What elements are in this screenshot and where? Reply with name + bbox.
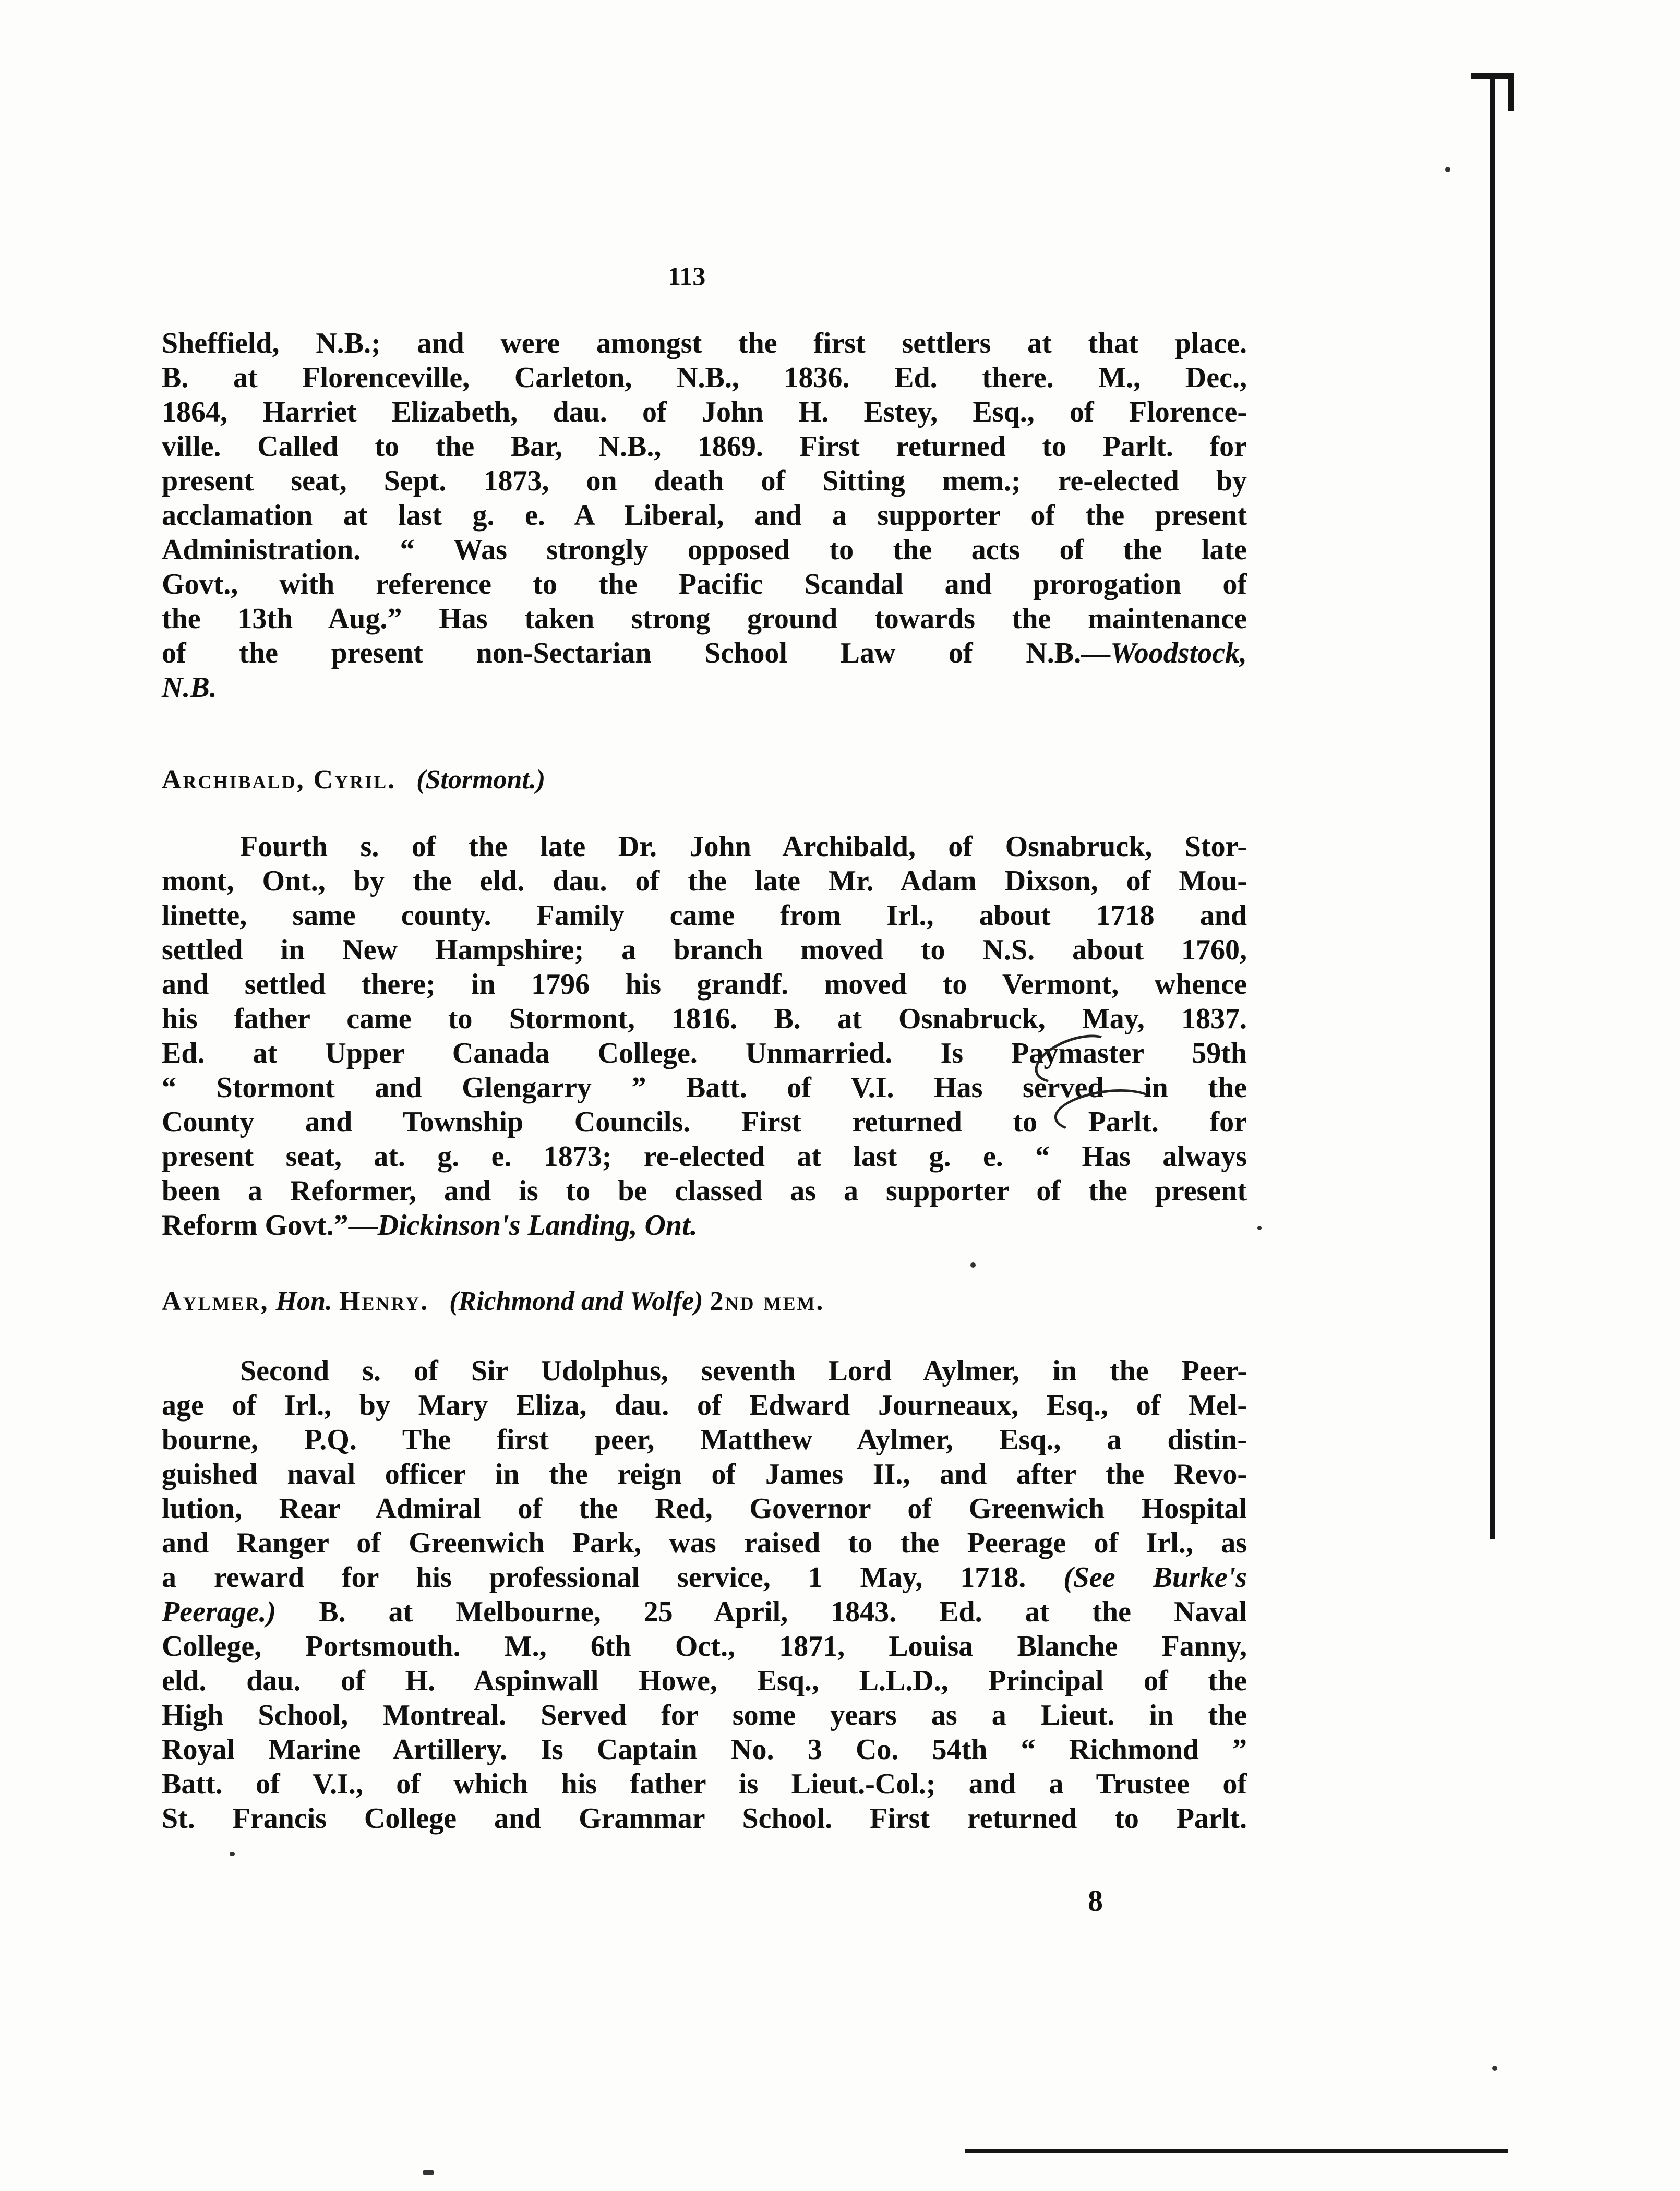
scan-speck (230, 1852, 235, 1856)
text-line: the 13th Aug.” Has taken strong ground towards the maintenance (162, 603, 1247, 635)
text-segment: Reform Govt.”— (162, 1209, 378, 1242)
text-line: Ed. at Upper Canada College. Unmarried. Is Paymaster 59th (162, 1037, 1247, 1069)
reference-italic: Peerage.) (162, 1596, 277, 1628)
text-line: Second s. of Sir Udolphus, seventh Lord Aylmer, in the Peer- (240, 1355, 1247, 1387)
page-edge-line (1490, 78, 1516, 1539)
page-number: 113 (668, 261, 706, 291)
text-line: lution, Rear Admiral of the Red, Governor of Greenwich Hospital (162, 1492, 1247, 1525)
reference-italic: (See Burke's (1063, 1561, 1247, 1594)
location-italic: N.B. (162, 671, 217, 704)
text-line (162, 1560, 1247, 1595)
text-line: Royal Marine Artillery. Is Captain No. 3 Co. 54th “ Richmond ” (162, 1733, 1247, 1766)
text-line: “ Stormont and Glengarry ” Batt. of V.I. Has served in the (162, 1072, 1247, 1104)
entry-continuation (162, 326, 1247, 705)
text-line: age of Irl., by Mary Eliza, dau. of Edward Journeaux, Esq., of Mel- (162, 1389, 1247, 1422)
entry-body-aylmer (162, 1354, 1247, 1836)
location-italic: Woodstock, (1110, 637, 1247, 669)
text-line: 1864, Harriet Elizabeth, dau. of John H. Estey, Esq., of Florence- (162, 396, 1247, 428)
text-line: County and Township Councils. First returned to Parlt. for (162, 1106, 1247, 1138)
text-line: present seat, at. g. e. 1873; re-elected at last g. e. “ Has always (162, 1140, 1247, 1173)
member-given-name: Henry. (339, 1286, 429, 1316)
scan-speck (423, 2170, 434, 2175)
location-italic: Dickinson's Landing, Ont. (377, 1209, 698, 1242)
text-line: present seat, Sept. 1873, on death of Sitting mem.; re-elected by (162, 465, 1247, 497)
scan-speck (970, 1262, 976, 1268)
text-line: been a Reformer, and is to be classed as a supporter of the present (162, 1175, 1247, 1207)
text-line: Administration. “ Was strongly opposed to the acts of the late (162, 534, 1247, 566)
text-segment: a reward for his professional service, 1 May, 1718. (162, 1561, 1026, 1594)
text-line: and settled there; in 1796 his grandf. moved to Vermont, whence (162, 968, 1247, 1001)
text-line: B. at Florenceville, Carleton, N.B., 1836. Ed. there. M., Dec., (162, 362, 1247, 394)
text-line: mont, Ont., by the eld. dau. of the late Mr. Adam Dixson, of Mou- (162, 865, 1247, 897)
text-line (162, 636, 1247, 670)
entry-heading-aylmer (162, 1286, 824, 1317)
text-line (162, 1595, 1247, 1629)
scan-speck (1257, 1226, 1262, 1230)
scan-speck (1445, 167, 1450, 172)
text-line: Sheffield, N.B.; and were amongst the first settlers at that place. (162, 327, 1247, 359)
text-segment: of the present non-Sectarian School Law of N.B.— (162, 637, 1111, 669)
text-line: St. Francis College and Grammar School. First returned to Parlt. (162, 1802, 1247, 1835)
text-segment: B. at Melbourne, 25 April, 1843. Ed. at the Naval (319, 1596, 1247, 1628)
honorific: Hon. (275, 1286, 332, 1316)
constituency: (Stormont.) (416, 765, 546, 794)
member-name: Aylmer, (162, 1286, 269, 1316)
signature-mark: 8 (1088, 1884, 1103, 1918)
text-line: guished naval officer in the reign of James II., and after the Revo- (162, 1458, 1247, 1490)
scan-speck (1492, 2066, 1497, 2071)
text-line: Batt. of V.I., of which his father is Lieut.-Col.; and a Trustee of (162, 1768, 1247, 1800)
constituency: (Richmond and Wolfe) (449, 1286, 703, 1316)
text-line: Govt., with reference to the Pacific Scandal and prorogation of (162, 568, 1247, 600)
entry-heading-archibald (162, 764, 545, 795)
text-line: linette, same county. Family came from Irl., about 1718 and (162, 899, 1247, 932)
bottom-scan-rule (965, 2149, 1508, 2153)
text-line: ville. Called to the Bar, N.B., 1869. First returned to Parlt. for (162, 430, 1247, 463)
text-line: Fourth s. of the late Dr. John Archibald, of Osnabruck, Stor- (240, 830, 1247, 863)
text-line: settled in New Hampshire; a branch moved to N.S. about 1760, (162, 934, 1247, 966)
text-line: College, Portsmouth. M., 6th Oct., 1871, Louisa Blanche Fanny, (162, 1630, 1247, 1663)
text-line (162, 1208, 1247, 1243)
member-name: Archibald, Cyril. (162, 765, 397, 794)
text-line: eld. dau. of H. Aspinwall Howe, Esq., L.L.D., Principal of the (162, 1665, 1247, 1697)
text-line: bourne, P.Q. The first peer, Matthew Aylmer, Esq., a distin- (162, 1424, 1247, 1456)
text-line: acclamation at last g. e. A Liberal, and a supporter of the present (162, 499, 1247, 532)
text-line: and Ranger of Greenwich Park, was raised to the Peerage of Irl., as (162, 1527, 1247, 1559)
text-line: his father came to Stormont, 1816. B. at Osnabruck, May, 1837. (162, 1003, 1247, 1035)
text-line: High School, Montreal. Served for some years as a Lieut. in the (162, 1699, 1247, 1731)
member-note: 2nd mem. (710, 1286, 825, 1316)
